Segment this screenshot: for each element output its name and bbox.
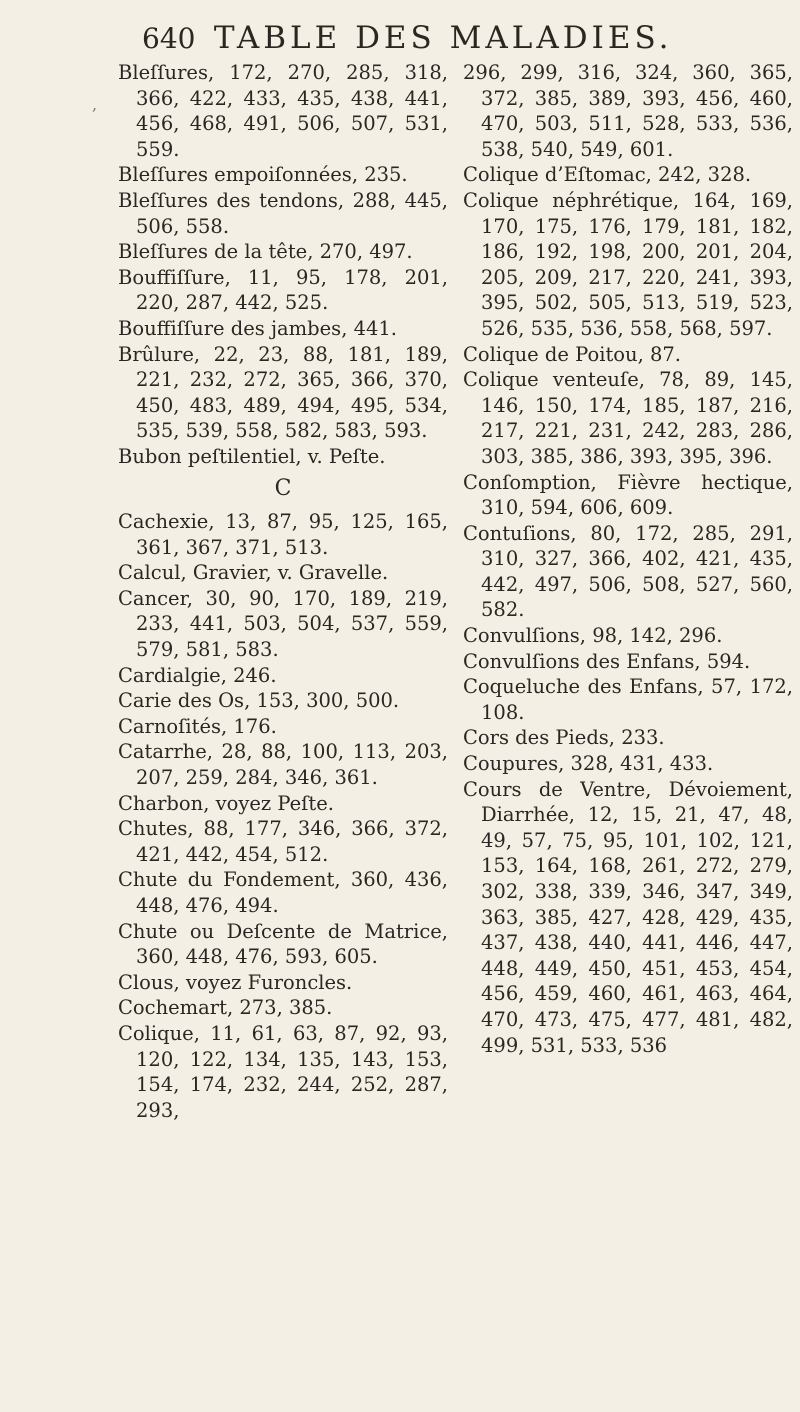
index-entry: Colique de Poitou, 87. [463, 342, 681, 366]
index-entry: Bouffiſſure, 11, 95, 178, 201, 220, 287, 442, 525. [118, 265, 448, 315]
index-entry: Colique néphrétique, 164, 169, 170, 175, 176, 179, 181, 182, 186, 192, 198, 200, 201, 204, 205, 209, 217, 220, 241, 393, 395, 502, 505, 513, 519, 523, 526, 535, 536, 558, 568, 597. [463, 188, 793, 340]
index-entry: Chute du Fondement, 360, 436, 448, 476, 494. [118, 868, 448, 917]
margin-mark: , [92, 95, 98, 114]
index-entry: Conſomption, Fièvre hectique, 310, 594, 606, 609. [463, 470, 793, 520]
index-entry: Bleſſures de la tête, 270, 497. [118, 240, 413, 264]
index-entry: Cors des Pieds, 233. [463, 726, 665, 750]
index-entry: Clous, voyez Furoncles. [118, 970, 353, 994]
index-entry: Bouffiſſure des jambes, 441. [118, 316, 398, 340]
index-entry: Cochemart, 273, 385. [118, 996, 333, 1020]
index-entry: Carnoſités, 176. [118, 714, 277, 738]
index-entry: Calcul, Gravier, v. Gravelle. [118, 561, 389, 585]
index-entry: Colique, 11, 61, 63, 87, 92, 93, 120, 122, 134, 135, 143, 153, 154, 174, 232, 244, 252, 287, 293, [118, 1021, 448, 1122]
index-column-right [463, 60, 793, 1058]
index-entry: Brûlure, 22, 23, 88, 181, 189, 221, 232, 272, 365, 366, 370, 450, 483, 489, 494, 495, 534, 535, 539, 558, 582, 583, 593. [118, 342, 448, 443]
index-entry: Catarrhe, 28, 88, 100, 113, 203, 207, 259, 284, 346, 361. [118, 740, 448, 790]
section-letter-heading: C [274, 475, 292, 501]
index-entry: Bleſſures, 172, 270, 285, 318, 366, 422, 433, 435, 438, 441, 456, 468, 491, 506, 507, 531, 559. [118, 61, 448, 161]
index-entry: Cours de Ventre, Dévoiement, Diarrhée, 12, 15, 21, 47, 48, 49, 57, 75, 95, 101, 102, 121, 153, 164, 168, 261, 272, 279, 302, 338, 339, 346, 347, 349, 363, 385, 427, 428, 429, 435, 437, 438, 440, 441, 446, 447, 448, 449, 450, 451, 453, 454, 456, 459, 460, 461, 463, 464, 470, 473, 475, 477, 481, 482, 499, 531, 533, 536 [463, 777, 793, 1057]
index-entry: Cancer, 30, 90, 170, 189, 219, 233, 441, 503, 504, 537, 559, 579, 581, 583. [118, 586, 448, 662]
index-entry: Convulſions, 98, 142, 296. [463, 624, 723, 648]
index-entry: Bleſſures empoiſonnées, 235. [118, 163, 408, 187]
index-entry: Carie des Os, 153, 300, 500. [118, 689, 400, 713]
index-entry: Colique venteuſe, 78, 89, 145, 146, 150, 174, 185, 187, 216, 217, 221, 231, 242, 283, 286, 303, 385, 386, 393, 395, 396. [463, 368, 793, 468]
index-entry: Chutes, 88, 177, 346, 366, 372, 421, 442, 454, 512. [118, 817, 448, 866]
index-entry: Charbon, voyez Peſte. [118, 791, 334, 815]
index-entry: Bubon peſtilentiel, v. Peſte. [118, 444, 386, 468]
index-entry: Chute ou Deſcente de Matrice, 360, 448, 476, 593, 605. [118, 919, 448, 969]
index-entry: Contuſions, 80, 172, 285, 291, 310, 327, 366, 402, 421, 435, 442, 497, 506, 508, 527, 560, 582. [463, 521, 793, 622]
page-title: TABLE DES MALADIES. [213, 20, 673, 56]
index-entry: Coqueluche des Enfans, 57, 172, 108. [463, 675, 793, 724]
page-number: 640 [142, 22, 196, 55]
index-entry: Colique d’Eſtomac, 242, 328. [463, 163, 752, 187]
index-entry: Cachexie, 13, 87, 95, 125, 165, 361, 367, 371, 513. [118, 510, 448, 559]
index-entry: Cardialgie, 246. [118, 663, 277, 687]
index-entry: 296, 299, 316, 324, 360, 365, 372, 385, 389, 393, 456, 460, 470, 503, 511, 528, 533, 536, 538, 540, 549, 601. [463, 61, 793, 161]
index-entry: Coupures, 328, 431, 433. [463, 752, 714, 776]
index-column-left [118, 60, 448, 1123]
index-entry: Convulſions des Enfans, 594. [463, 649, 751, 673]
index-entry: Bleſſures des tendons, 288, 445, 506, 558. [118, 188, 448, 238]
